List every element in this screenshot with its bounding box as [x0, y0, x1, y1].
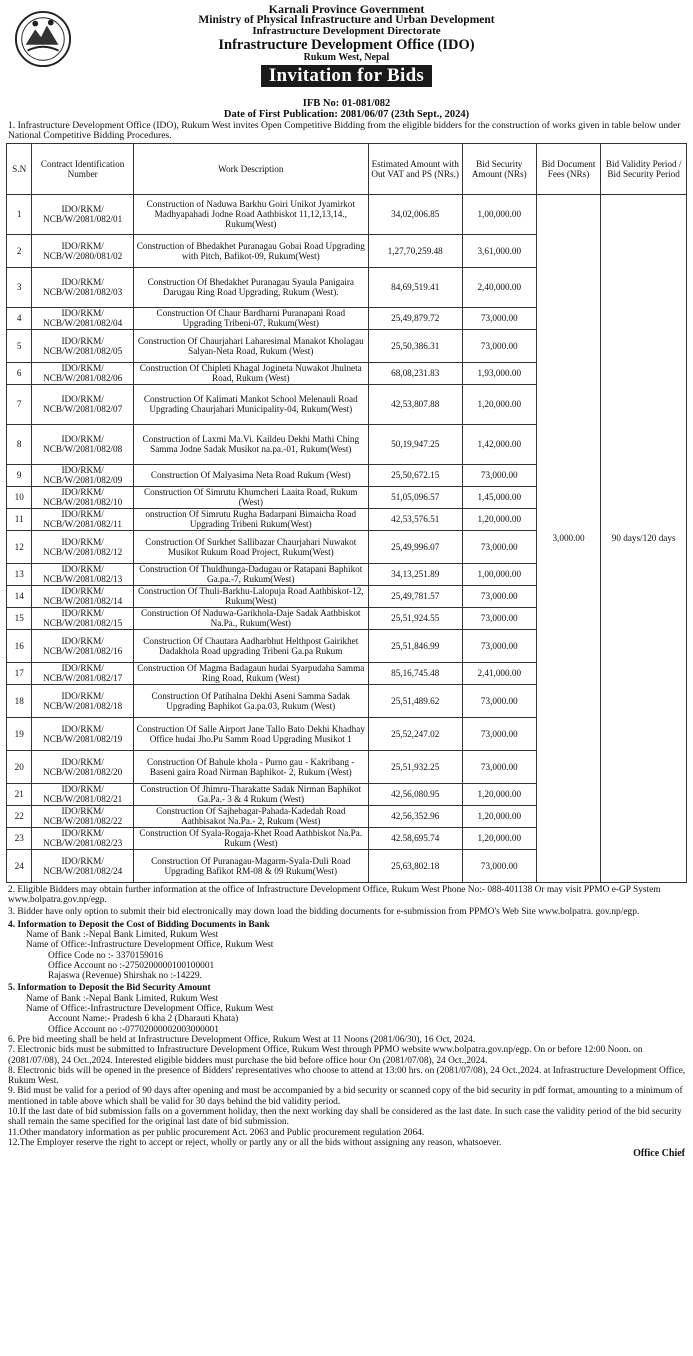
office-name: Infrastructure Development Office (IDO) — [218, 37, 475, 53]
cell-work-description: Construction of Naduwa Barkhu Goiri Unikot Jyamirkot Madhyapahadi Jodne Road Aathbiskot 11,12,13,14., Rukum(West) — [133, 194, 368, 234]
note-3: 3. Bidder have only option to submit their bid electronically may down load the bidding documents for e-submission from PPMO's Web Site www.bolpatra. gov.np/egp. — [8, 907, 640, 918]
cell-work-description: Construction Of Chaurjahari Laharesimal Manakot Kholagau Salyan-Neta Road, Rukum (West) — [133, 329, 368, 362]
cell-bid-security: 73,000.00 — [462, 750, 536, 783]
note-6: 6. Pre bid meeting shall be held at Infrastructure Development Office, Rukum West at 11 Noons (2081/06/30), 16 Oct, 2024. — [8, 1034, 476, 1045]
cell-estimated-amount: 85,16,745.48 — [368, 662, 462, 684]
note-4-bank: Name of Bank :-Nepal Bank Limited, Rukum West — [26, 930, 219, 940]
cell-sn: 20 — [7, 750, 32, 783]
cell-estimated-amount: 51,05,096.57 — [368, 486, 462, 508]
cell-estimated-amount: 25,51,924.55 — [368, 607, 462, 629]
cell-bid-security: 1,20,000.00 — [462, 827, 536, 849]
cell-sn: 11 — [7, 508, 32, 530]
note-5-bank: Name of Bank :-Nepal Bank Limited, Rukum West — [26, 993, 219, 1004]
cell-bid-security: 1,00,000.00 — [462, 563, 536, 585]
cell-sn: 23 — [7, 827, 32, 849]
cell-contract-id: IDO/RKM/ NCB/W/2081/082/21 — [32, 783, 134, 805]
note-4-title: 4. Information to Deposit the Cost of Bidding Documents in Bank — [8, 919, 270, 930]
note-4-code: Office Code no :- 3370159016 — [48, 950, 163, 961]
cell-contract-id: IDO/RKM/ NCB/W/2081/082/18 — [32, 684, 134, 717]
cell-work-description: Construction Of Puranagau-Magarm-Syala-Duli Road Upgrading Bafikot RM-08 & 09 Rukum(West) — [133, 849, 368, 882]
cell-contract-id: IDO/RKM/ NCB/W/2081/082/07 — [32, 384, 134, 424]
cell-sn: 17 — [7, 662, 32, 684]
cell-bid-security: 3,61,000.00 — [462, 234, 536, 267]
cell-estimated-amount: 25,52,247.02 — [368, 717, 462, 750]
cell-bid-security: 1,00,000.00 — [462, 194, 536, 234]
cell-estimated-amount: 1,27,70,259.48 — [368, 234, 462, 267]
cell-bid-security: 73,000.00 — [462, 607, 536, 629]
cell-sn: 9 — [7, 464, 32, 486]
cell-work-description: Construction Of Chipleti Khagal Jogineta Nuwakot Jhulneta Road, Rukum (West) — [133, 362, 368, 384]
cell-estimated-amount: 25,63,802.18 — [368, 849, 462, 882]
cell-estimated-amount: 42,53,576.51 — [368, 508, 462, 530]
note-10: 10.If the last date of bid submission falls on a government holiday, then the next working day shall be considered as the last date. In such case the validity period of the bid security shall remain the same specified for the original last date of bid submission. — [8, 1107, 682, 1128]
cell-bid-security: 73,000.00 — [462, 307, 536, 329]
cell-doc-fee: 3,000.00 — [536, 194, 601, 882]
cell-estimated-amount: 84,69,519.41 — [368, 267, 462, 307]
cell-contract-id: IDO/RKM/ NCB/W/2081/082/16 — [32, 629, 134, 662]
cell-work-description: Construction Of Bahule khola - Purno gau - Kakribang - Baseni gaira Road Nirman Baphikot- 2, Rukum (West) — [133, 750, 368, 783]
cell-sn: 21 — [7, 783, 32, 805]
cell-bid-security: 1,20,000.00 — [462, 783, 536, 805]
cell-contract-id: IDO/RKM/ NCB/W/2081/082/17 — [32, 662, 134, 684]
cell-sn: 24 — [7, 849, 32, 882]
cell-work-description: Construction Of Thuldhunga-Dadugau or Ratapani Baphikot Ga.pa.-7, Rukum(West) — [133, 563, 368, 585]
cell-bid-security: 2,40,000.00 — [462, 267, 536, 307]
cell-contract-id: IDO/RKM/ NCB/W/2080/081/02 — [32, 234, 134, 267]
cell-sn: 8 — [7, 424, 32, 464]
table-header-row — [7, 143, 687, 194]
cell-bid-security: 73,000.00 — [462, 464, 536, 486]
note-4-account: Office Account no :-2750200000100100001 — [48, 960, 215, 971]
cell-bid-security: 73,000.00 — [462, 530, 536, 563]
cell-sn: 6 — [7, 362, 32, 384]
cell-sn: 5 — [7, 329, 32, 362]
cell-estimated-amount: 25,50,672.15 — [368, 464, 462, 486]
cell-work-description: onstruction Of Simrutu Rugha Badarpani Bimaicha Road Upgrading Tribeni Rukum(West) — [133, 508, 368, 530]
cell-work-description: Construction Of Bhedakhet Puranagau Syaula Panigaira Darugau Ring Road Upgrading, Rukum (West). — [133, 267, 368, 307]
cell-contract-id: IDO/RKM/ NCB/W/2081/082/20 — [32, 750, 134, 783]
notice-page — [4, 4, 689, 1159]
cell-sn: 12 — [7, 530, 32, 563]
ifb-number: IFB No: 01-081/082 — [302, 98, 391, 109]
cell-bid-security: 1,20,000.00 — [462, 384, 536, 424]
note-4-revenue: Rajaswa (Revenue) Shirshak no :-14229. — [48, 971, 202, 982]
cell-estimated-amount: 34,13,251.89 — [368, 563, 462, 585]
cell-estimated-amount: 25,51,846.99 — [368, 629, 462, 662]
cell-sn: 7 — [7, 384, 32, 424]
cell-contract-id: IDO/RKM/ NCB/W/2081/082/01 — [32, 194, 134, 234]
cell-work-description: Construction Of Thuli-Barkhu-Lalopuja Road Aathbiskot-12, Rukum(West) — [133, 585, 368, 607]
cell-bid-security: 1,93,000.00 — [462, 362, 536, 384]
bid-table — [6, 143, 687, 883]
cell-estimated-amount: 25,50,386.31 — [368, 329, 462, 362]
col-header-bid-security: Bid Security Amount (NRs) — [462, 143, 536, 194]
note-7: 7. Electronic bids must be submitted to Infrastructure Development Office, Rukum West through PPMO website www.bolpatra.gov.np/egp. On or before 12:00 Noon. on (2081/07/08), 24 Oct.,2024. Interested eligible bidders must purchase the bid before office hour On (2081/07/08), 24 Oct.,2024. — [8, 1045, 643, 1066]
cell-work-description: Construction Of Naduwa-Garikhola-Daje Sadak Aathbiskot Na.Pa., Rukum(West) — [133, 607, 368, 629]
note-8: 8. Electronic bids will be opened in the presence of Bidders' representatives who choose to attend at 13:00 hrs. on (2081/07/08), 24 Oct.,2024. at Infrastructure Development Office, Rukum West. — [8, 1065, 686, 1087]
cell-bid-security: 2,41,000.00 — [462, 662, 536, 684]
table-body — [7, 194, 687, 882]
cell-work-description: Construction Of Chautara Aadharbhut Helthpost Gairikhet Dadakhola Road upgrading Tribeni Ga.pa Rukum — [133, 629, 368, 662]
table-row — [7, 194, 687, 234]
cell-work-description: Construction Of Patihalna Dekhi Aseni Samma Sadak Upgrading Baphikot Ga.pa.03, Rukum (West) — [133, 684, 368, 717]
cell-work-description: Construction Of Syala-Rogaja-Khet Road Aathbiskot Na.Pa. Rukum (West) — [133, 827, 368, 849]
cell-estimated-amount: 50,19,947.25 — [368, 424, 462, 464]
cell-work-description: Construction Of Sajhebagar-Pahada-Kadedah Road Aathbisakot Na.Pa.- 2, Rukum (West) — [133, 805, 368, 827]
cell-sn: 15 — [7, 607, 32, 629]
cell-work-description: Construction of Laxmi Ma.Vi. Kaildeu Dekhi Mathi Ching Samma Jodne Sadak Musikot na.pa.-01, Rukum(West) — [133, 424, 368, 464]
cell-bid-security: 1,20,000.00 — [462, 805, 536, 827]
cell-contract-id: IDO/RKM/ NCB/W/2081/082/11 — [32, 508, 134, 530]
notes-section — [4, 885, 689, 1159]
note-5-account-name: Account Name:- Pradesh 6 kha 2 (Dharauti Khata) — [48, 1014, 239, 1025]
cell-contract-id: IDO/RKM/ NCB/W/2081/082/09 — [32, 464, 134, 486]
cell-sn: 14 — [7, 585, 32, 607]
cell-work-description: Construction Of Salle Airport Jane Tallo Bato Dekhi Khadhay Office hudai Jho.Pu Samm Road Upgrading Musikot 1 — [133, 717, 368, 750]
cell-contract-id: IDO/RKM/ NCB/W/2081/082/14 — [32, 585, 134, 607]
office-location: Rukum West, Nepal — [303, 52, 390, 63]
cell-contract-id: IDO/RKM/ NCB/W/2081/082/15 — [32, 607, 134, 629]
ministry-name: Ministry of Physical Infrastructure and Urban Development — [198, 14, 495, 26]
note-9: 9. Bid must be valid for a period of 90 days after opening and must be accompanied by a bid security or scanned copy of the bid security in pdf format, amounting to a minimum of mentioned in table above which shall be valid for 30 days behind the bid validity period. — [8, 1086, 683, 1107]
cell-sn: 16 — [7, 629, 32, 662]
note-5-account: Office Account no :-07702000002003000001 — [48, 1024, 219, 1035]
cell-bid-security: 73,000.00 — [462, 717, 536, 750]
cell-estimated-amount: 42,56,352.96 — [368, 805, 462, 827]
cell-validity-period: 90 days/120 days — [601, 194, 687, 882]
cell-bid-security: 1,42,000.00 — [462, 424, 536, 464]
cell-bid-security: 73,000.00 — [462, 629, 536, 662]
note-2: 2. Eligible Bidders may obtain further information at the office of Infrastructure Development Office, Rukum West Phone No:- 088-401138 Or may visit PPMO e-GP System www.bolpatra.gov.np/egp. — [8, 884, 661, 906]
cell-bid-security: 73,000.00 — [462, 849, 536, 882]
cell-contract-id: IDO/RKM/ NCB/W/2081/082/23 — [32, 827, 134, 849]
col-header-work-description: Work Description — [133, 143, 368, 194]
cell-sn: 13 — [7, 563, 32, 585]
cell-work-description: Construction Of Chaur Bardharni Puranapani Road Upgrading Tribeni-07, Rukum(West) — [133, 307, 368, 329]
cell-estimated-amount: 68,08,231.83 — [368, 362, 462, 384]
cell-sn: 19 — [7, 717, 32, 750]
cell-estimated-amount: 34,02,006.85 — [368, 194, 462, 234]
cell-work-description: Construction Of Surkhet Sallibazar Chaurjahari Nuwakot Musikot Rukum Road Project, Rukum(West) — [133, 530, 368, 563]
cell-work-description: Construction Of Magma Badagaun hudai Syarpudaha Samma Ring Road, Rukum (West) — [133, 662, 368, 684]
cell-work-description: Construction Of Malyasima Neta Road Rukum (West) — [133, 464, 368, 486]
cell-estimated-amount: 25,51,932.25 — [368, 750, 462, 783]
cell-estimated-amount: 42,56,080.95 — [368, 783, 462, 805]
cell-estimated-amount: 25,49,781.57 — [368, 585, 462, 607]
cell-contract-id: IDO/RKM/ NCB/W/2081/082/06 — [32, 362, 134, 384]
cell-sn: 10 — [7, 486, 32, 508]
cell-sn: 1 — [7, 194, 32, 234]
cell-sn: 2 — [7, 234, 32, 267]
cell-sn: 18 — [7, 684, 32, 717]
cell-contract-id: IDO/RKM/ NCB/W/2081/082/24 — [32, 849, 134, 882]
cell-contract-id: IDO/RKM/ NCB/W/2081/082/12 — [32, 530, 134, 563]
notice-title: Invitation for Bids — [261, 65, 432, 87]
cell-sn: 4 — [7, 307, 32, 329]
cell-bid-security: 1,20,000.00 — [462, 508, 536, 530]
cell-bid-security: 73,000.00 — [462, 585, 536, 607]
government-emblem-icon — [14, 10, 72, 68]
col-header-doc-fees: Bid Document Fees (NRs) — [536, 143, 601, 194]
directorate-name: Infrastructure Development Directorate — [252, 25, 441, 37]
cell-estimated-amount: 42.58,695.74 — [368, 827, 462, 849]
cell-bid-security: 73,000.00 — [462, 684, 536, 717]
cell-contract-id: IDO/RKM/ NCB/W/2081/082/03 — [32, 267, 134, 307]
col-header-sn: S.N — [7, 143, 32, 194]
cell-estimated-amount: 42,53,807.88 — [368, 384, 462, 424]
cell-contract-id: IDO/RKM/ NCB/W/2081/082/08 — [32, 424, 134, 464]
cell-estimated-amount: 25,49,996.07 — [368, 530, 462, 563]
cell-estimated-amount: 25,49,879.72 — [368, 307, 462, 329]
cell-contract-id: IDO/RKM/ NCB/W/2081/082/10 — [32, 486, 134, 508]
note-5-title: 5. Information to Deposit the Bid Security Amount — [8, 983, 211, 994]
cell-work-description: Construction Of Simrutu Khumcheri Laaita Road, Rukum (West) — [133, 486, 368, 508]
cell-work-description: Construction Of Kalimati Mankot School Melenauli Road Upgrading Chaurjahari Municipality-04, Rukum(West) — [133, 384, 368, 424]
cell-contract-id: IDO/RKM/ NCB/W/2081/082/05 — [32, 329, 134, 362]
note-4-office: Name of Office:-Infrastructure Development Office, Rukum West — [26, 940, 274, 951]
note-11: 11.Other mandatory information as per public procurement Act. 2063 and Public procurement regulation 2064. — [8, 1127, 425, 1138]
cell-contract-id: IDO/RKM/ NCB/W/2081/082/19 — [32, 717, 134, 750]
note-5-office: Name of Office:-Infrastructure Development Office, Rukum West — [26, 1004, 274, 1015]
col-header-validity: Bid Validity Period / Bid Security Period — [601, 143, 687, 194]
col-header-estimated-amount: Estimated Amount with Out VAT and PS (NRs.) — [368, 143, 462, 194]
cell-contract-id: IDO/RKM/ NCB/W/2081/082/04 — [32, 307, 134, 329]
cell-contract-id: IDO/RKM/ NCB/W/2081/082/22 — [32, 805, 134, 827]
cell-estimated-amount: 25,51,489.62 — [368, 684, 462, 717]
cell-sn: 22 — [7, 805, 32, 827]
cell-work-description: Construction Of Jhimru-Tharakatte Sadak Nirman Baphikot Ga.Pa.- 3 & 4 Rukum (West) — [133, 783, 368, 805]
cell-sn: 3 — [7, 267, 32, 307]
gov-name: Karnali Province Government — [268, 2, 425, 16]
cell-work-description: Construction of Bhedakhet Puranagau Gobai Road Upgrading with Pitch, Bafikot-09, Rukum(West) — [133, 234, 368, 267]
note-12: 12.The Employer reserve the right to accept or reject, wholly or partly any or all the bids without assigning any reason, whatsoever. — [8, 1137, 502, 1148]
cell-bid-security: 1,45,000.00 — [462, 486, 536, 508]
signature-office-chief: Office Chief — [633, 1148, 685, 1160]
cell-bid-security: 73,000.00 — [462, 329, 536, 362]
cell-contract-id: IDO/RKM/ NCB/W/2081/082/13 — [32, 563, 134, 585]
notice-header — [4, 4, 689, 98]
intro-paragraph: 1. Infrastructure Development Office (IDO), Rukum West invites Open Competitive Bidding from the eligible bidders for the construction of works given in table below under National Competitive Bidding Procedures. — [8, 120, 681, 142]
publication-date: Date of First Publication: 2081/06/07 (23th Sept., 2024) — [223, 109, 470, 120]
col-header-contract-id: Contract Identification Number — [32, 143, 134, 194]
